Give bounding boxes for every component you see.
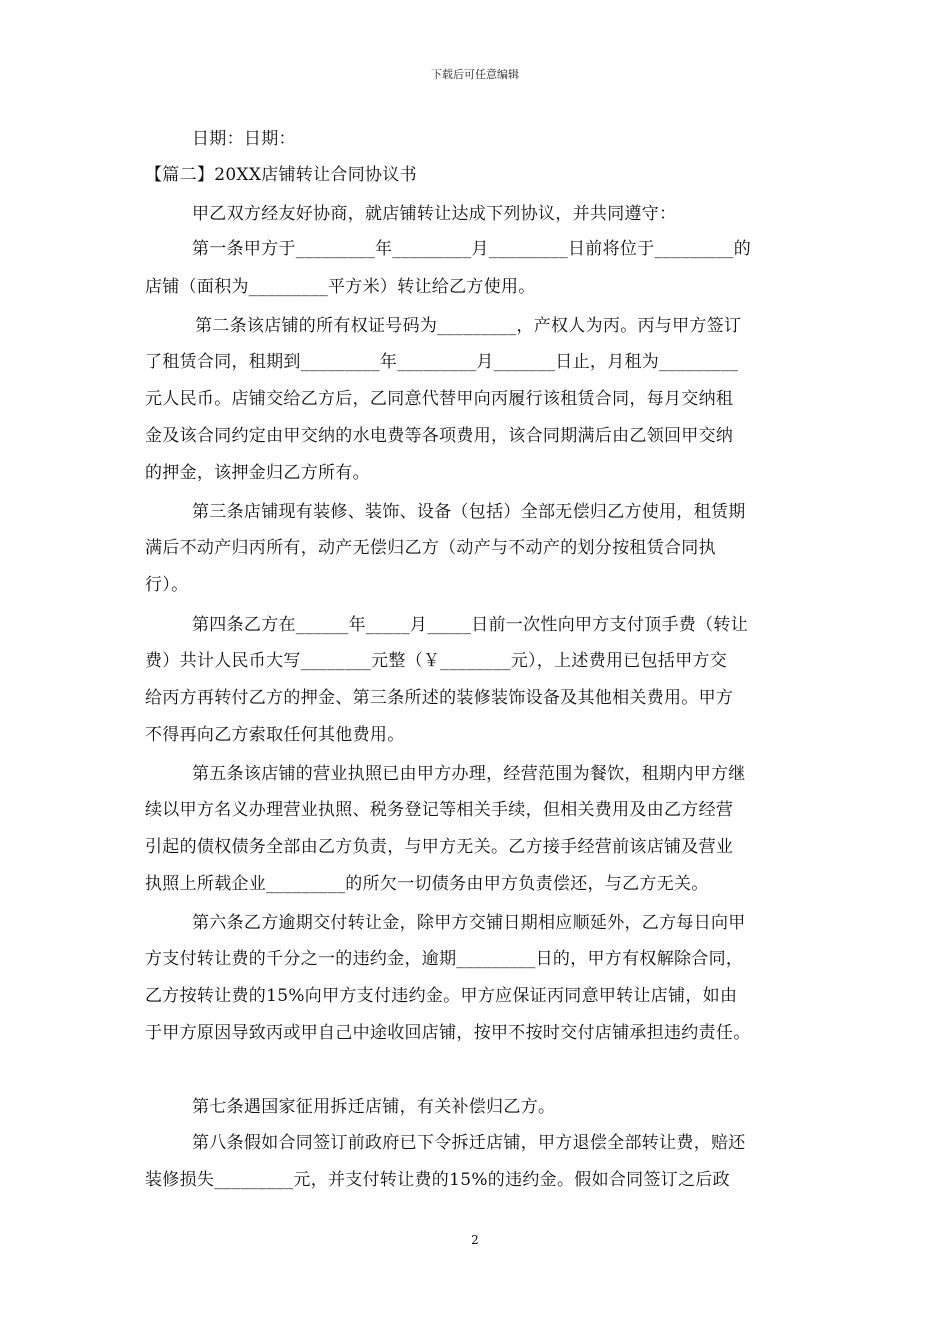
text-line: 第七条遇国家征用拆迁店铺，有关补偿归乙方。 (192, 1097, 556, 1117)
text-line: 第三条店铺现有装修、装饰、设备（包括）全部无偿归乙方使用，租赁期 (192, 502, 746, 522)
text-line: 第二条该店铺的所有权证号码为_________，产权人为丙。丙与甲方签订 (195, 316, 742, 336)
text-line: 的押金，该押金归乙方所有。 (145, 463, 370, 483)
text-line: 不得再向乙方索取任何其他费用。 (145, 725, 405, 745)
text-line: 第八条假如合同签订前政府已下令拆迁店铺，甲方退偿全部转让费，赔还 (192, 1133, 746, 1153)
text-line: 甲乙双方经友好协商，就店铺转让达成下列协议，并共同遵守： (192, 204, 677, 224)
text-line: 第五条该店铺的营业执照已由甲方办理，经营范围为餐饮，租期内甲方继 (192, 764, 746, 784)
text-line: 了租赁合同，租期到_________年_________月_______日止，月租为_________ (145, 352, 739, 372)
text-line: 引起的债权债务全部由乙方负责，与甲方无关。乙方接手经营前该店铺及营业 (145, 837, 734, 857)
text-line: 第四条乙方在______年_____月_____日前一次性向甲方支付顶手费（转让 (192, 615, 748, 635)
page-number: 2 (471, 1233, 479, 1247)
text-line: 元人民币。店铺交给乙方后，乙同意代替甲向丙履行该租赁合同，每月交纳租 (145, 389, 734, 409)
page-header: 下载后可任意编辑 (431, 68, 519, 81)
text-line: 于甲方原因导致丙或甲自己中途收回店铺，按甲不按时交付店铺承担违约责任。 (145, 1023, 751, 1043)
text-line: 执照上所载企业_________的所欠一切债务由甲方负责偿还，与乙方无关。 (145, 874, 709, 894)
text-line: 续以甲方名义办理营业执照、税务登记等相关手续，但相关费用及由乙方经营 (145, 800, 734, 820)
section-title: 【篇二】20XX店铺转让合同协议书 (145, 165, 417, 185)
text-line: 店铺（面积为_________平方米）转让给乙方使用。 (145, 277, 536, 297)
text-line: 给丙方再转付乙方的押金、第三条所述的装修装饰设备及其他相关费用。甲方 (145, 688, 734, 708)
text-line: 方支付转让费的千分之一的违约金，逾期_________日的，甲方有权解除合同， (145, 949, 744, 969)
text-line: 第六条乙方逾期交付转让金，除甲方交铺日期相应顺延外，乙方每日向甲 (192, 913, 746, 933)
text-line: 装修损失_________元，并支付转让费的15%的违约金。假如合同签订之后政 (145, 1170, 730, 1190)
text-line: 第一条甲方于_________年_________月_________日前将位于_________的 (192, 239, 751, 259)
text-line: 行）。 (145, 575, 189, 595)
text-line: 满后不动产归丙所有，动产无偿归乙方（动产与不动产的划分按租赁合同执 (145, 538, 716, 558)
text-line: 金及该合同约定由甲交纳的水电费等各项费用，该合同期满后由乙领回甲交纳 (145, 426, 734, 446)
text-line: 乙方按转让费的15%向甲方支付违约金。甲方应保证丙同意甲转让店铺，如由 (145, 986, 738, 1006)
text-line: 日期：日期： (192, 129, 296, 149)
text-line: 费）共计人民币大写________元整（￥________元），上述费用已包括甲方交 (145, 651, 728, 671)
